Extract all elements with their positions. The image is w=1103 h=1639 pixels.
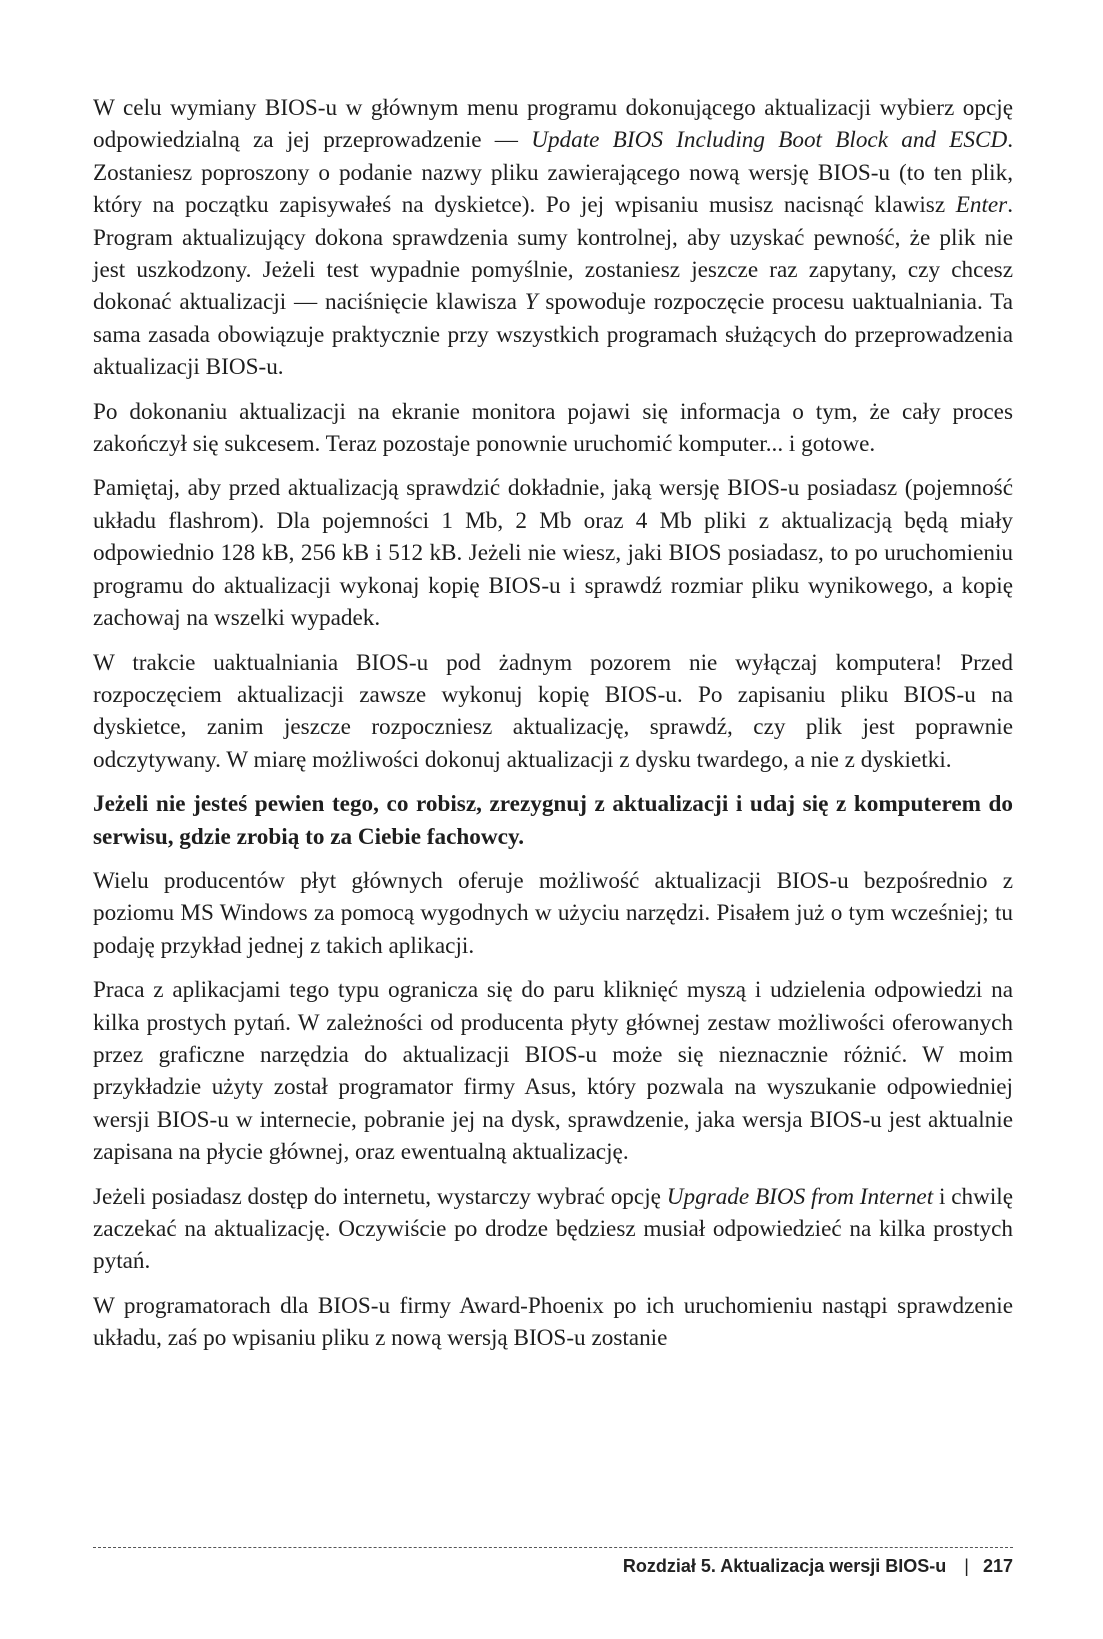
text-run: W trakcie uaktualniania BIOS-u pod żadnym pozorem nie wyłączaj komputera! Przed rozpoczęciem aktualizacji zawsze wykonuj kopię BIOS-u. Po zapisaniu pliku BIOS-u na dyskietce, zanim jeszcze rozpoczniesz aktualizację, sprawdź, czy plik jest poprawnie odczytywany. W miarę możliwości dokonuj aktualizacji z dysku twardego, a nie z dyskietki.	[93, 649, 1013, 773]
body-paragraph	[93, 472, 1013, 634]
text-run: spowoduje rozpoczęcie procesu uaktualniania. Ta sama zasada obowiązuje praktycznie przy wszystkich programach służących do przeprowadzenia aktualizacji BIOS-u.	[93, 289, 1013, 381]
footer-rule	[93, 1547, 1013, 1548]
italic-term: Upgrade BIOS from Internet	[666, 1183, 934, 1210]
page-footer	[623, 1556, 1013, 1577]
text-run: Pamiętaj, aby przed aktualizacją sprawdzić dokładnie, jaką wersję BIOS-u posiadasz (pojemność układu flashrom). Dla pojemności 1 Mb, 2 Mb oraz 4 Mb pliki z aktualizacją będą miały odpowiednio 128 kB, 256 kB i 512 kB. Jeżeli nie wiesz, jaki BIOS posiadasz, to po uruchomieniu programu do aktualizacji wykonaj kopię BIOS-u i sprawdź rozmiar pliku wynikowego, a kopię zachowaj na wszelki wypadek.	[93, 475, 1013, 632]
body-paragraph	[93, 1181, 1013, 1278]
text-run: Jeżeli nie jesteś pewien tego, co robisz, zrezygnuj z aktualizacji i udaj się z komputerem do serwisu, gdzie zrobią to za Ciebie fachowcy.	[93, 791, 1013, 850]
body-paragraph	[93, 92, 1013, 384]
body-paragraph	[93, 396, 1013, 461]
page-number: 217	[982, 1556, 1013, 1576]
text-run: i chwilę zaczekać na aktualizację. Oczywiście po drodze będziesz musiał odpowiedzieć na kilka prostych pytań.	[93, 1183, 1014, 1275]
text-run: Praca z aplikacjami tego typu ogranicza się do paru kliknięć myszą i udzielenia odpowiedzi na kilka prostych pytań. W zależności od producenta płyty głównej zestaw możliwości oferowanych przez graficzne narzędzia do aktualizacji BIOS-u może się nieznacznie różnić. W moim przykładzie użyty został programator firmy Asus, który pozwala na wyszukanie odpowiedniej wersji BIOS-u w internecie, pobranie jej na dysk, sprawdzenie, jaka wersja BIOS-u jest aktualnie zapisana na płycie głównej, oraz ewentualną aktualizację.	[93, 977, 1013, 1166]
text-run: W celu wymiany BIOS-u w głównym menu programu dokonującego aktualizacji wybierz opcję odpowiedzialną za jej przeprowadzenie —	[93, 95, 1013, 154]
body-paragraph	[93, 865, 1013, 962]
body-paragraph	[93, 974, 1013, 1168]
warning-paragraph	[93, 788, 1013, 853]
page-body	[93, 92, 1013, 1367]
footer-separator: |	[964, 1556, 969, 1576]
text-run: . Program aktualizujący dokona sprawdzenia sumy kontrolnej, aby uzyskać pewność, że plik nie jest uszkodzony. Jeżeli test wypadnie pomyślnie, zostaniesz jeszcze raz zapytany, czy chcesz dokonać aktualizacji — naciśnięcie klawisza	[93, 192, 1013, 316]
text-run: W programatorach dla BIOS-u firmy Award-Phoenix po ich uruchomieniu nastąpi sprawdzenie układu, zaś po wpisaniu pliku z nową wersją BIOS-u zostanie	[93, 1292, 1013, 1352]
italic-term: Enter	[955, 192, 1008, 219]
italic-term: Y	[524, 289, 538, 316]
text-run: Po dokonaniu aktualizacji na ekranie monitora pojawi się informacja o tym, że cały proces zakończył się sukcesem. Teraz pozostaje ponownie uruchomić komputer... i gotowe.	[93, 398, 1013, 458]
text-run: Wielu producentów płyt głównych oferuje możliwość aktualizacji BIOS-u bezpośrednio z poziomu MS Windows za pomocą wygodnych w użyciu narzędzi. Pisałem już o tym wcześniej; tu podaję przykład jednej z takich aplikacji.	[93, 867, 1013, 959]
body-paragraph	[93, 1290, 1013, 1355]
text-run: Jeżeli posiadasz dostęp do internetu, wystarczy wybrać opcję	[93, 1183, 667, 1210]
body-paragraph	[93, 647, 1013, 777]
footer-chapter-title: Rozdział 5. Aktualizacja wersji BIOS-u	[622, 1556, 947, 1576]
text-run: . Zostaniesz poproszony o podanie nazwy pliku zawierającego nową wersję BIOS-u (to ten plik, który na początku zapisywałeś na dyskietce). Po jej wpisaniu musisz nacisnąć klawisz	[93, 127, 1013, 219]
italic-term: Update BIOS Including Boot Block and ESCD	[531, 127, 1008, 154]
